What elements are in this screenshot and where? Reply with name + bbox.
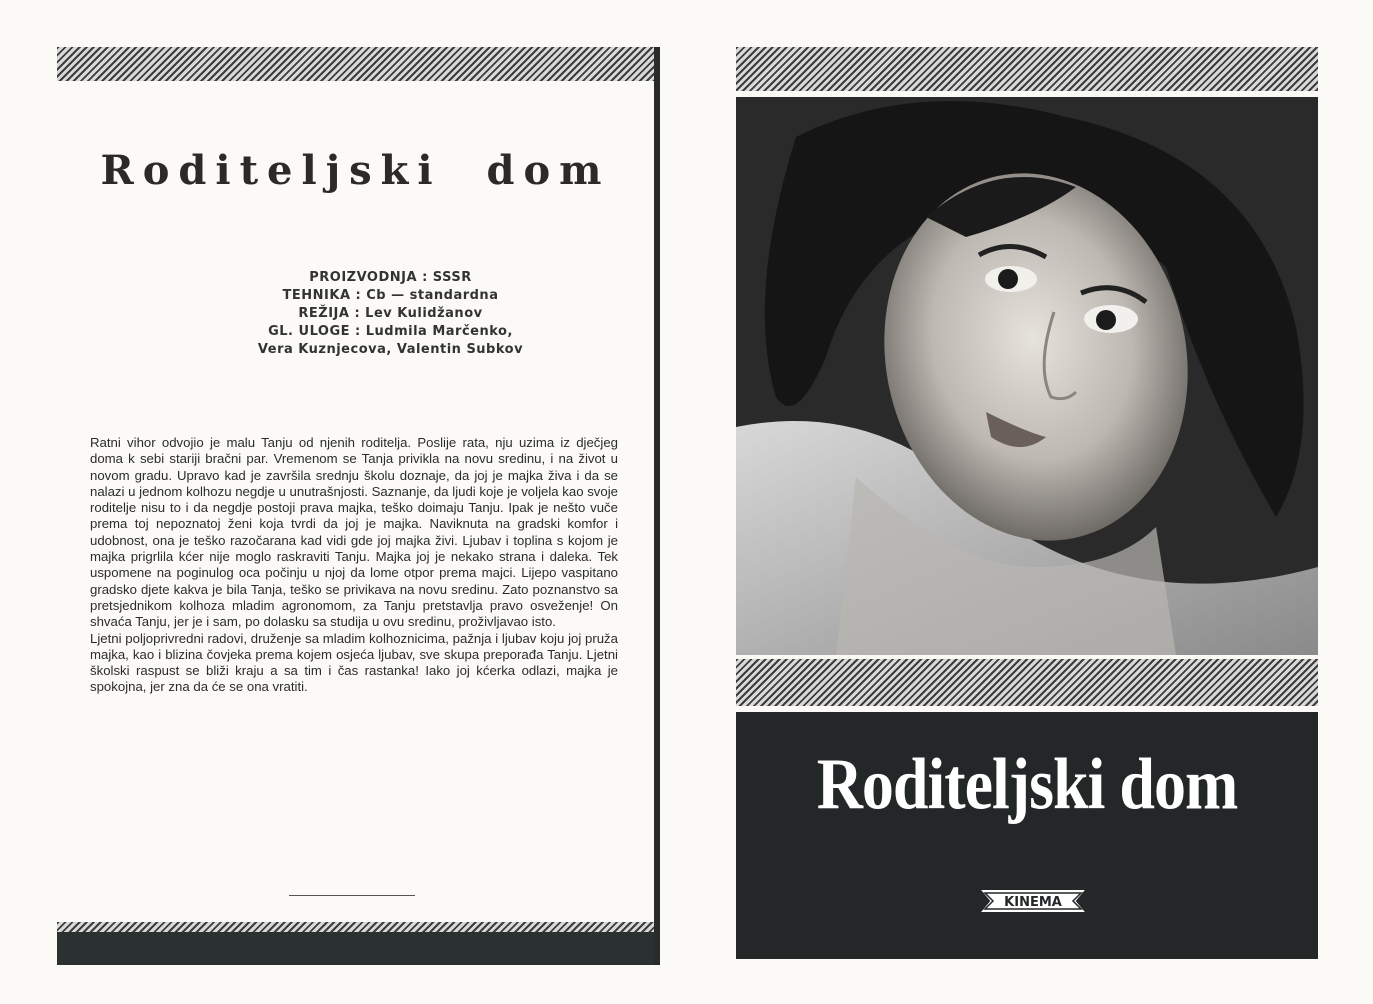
synopsis-paragraph: Ratni vihor odvojio je malu Tanju od njenih roditelja. Poslije rata, nju uzima iz dječjeg doma k sebi stariji bračni par. Vremenom se Tanja privikla na novu sredinu, i na život u novom gradu. Upravo kad je završila srednju školu doznaje, da joj je majka živa i da se nalazi u jednom kolhozu negdje u unutrašnjosti. Saznanje, da ljudi koje je voljela kao svoje roditelje nisu to i da negdje postoji prava majka, teško doimaju Tanju. Ipak je nešto vuče prema toj nepoznatoj ženi koja tvrdi da joj je majka. Naviknuta na gradski komfor i udobnost, ona je teško razočarana kad vidi gde joj majka živi. Ljubav i toplina s kojom je majka prigrlila kćer nije moglo raskraviti Tanju. Majka joj je nekako strana i daleka. Tek uspomene na poginulog oca počinju u njoj da lome otpor prema majci. Lijepo vaspitano gradsko djete kakva je bila Tanja, teško se privikava na novu sredinu. Zato poznanstvo sa pretsjednikom kolhoza mladim agronomom, za Tanju pretstavlja pravo osveženje! On shvaća Tanju, jer je i sam, po dolasku sa studija u ovu sredinu, proživljavao isto. bbox=[90, 435, 618, 630]
logo-text: KINEMA bbox=[1004, 895, 1062, 910]
divider bbox=[289, 895, 415, 896]
right-page bbox=[736, 47, 1318, 959]
synopsis-paragraph: Ljetni poljoprivredni radovi, druženje sa mladim kolhoznicima, pažnja i ljubav koju joj pruža majka, kao i blizina čovjeka prema kojem osjeća ljubav, sve skupa preporađa Tanju. Ljetni školski raspust se bliži kraju a sa tim i čas rastanka! Iako joj kćerka odlazi, majka je spokojna, jer zna da će se ona vratiti. bbox=[90, 630, 618, 695]
credits-block bbox=[57, 269, 654, 359]
middle-hatch-band bbox=[736, 659, 1318, 706]
synopsis bbox=[90, 435, 618, 696]
bottom-hatch-band bbox=[57, 922, 654, 932]
credit-line-cast-continued: Vera Kuznjecova, Valentin Subkov bbox=[257, 342, 524, 357]
top-hatch-band bbox=[57, 47, 654, 89]
film-title: Roditeljski dom bbox=[100, 147, 611, 194]
portrait-illustration bbox=[736, 97, 1318, 655]
cover-title: Roditeljski dom bbox=[816, 743, 1238, 825]
top-hatch-band bbox=[736, 47, 1318, 91]
credit-line-production: PROIZVODNJA : SSSR bbox=[309, 270, 472, 285]
kinema-logo bbox=[973, 881, 1093, 921]
credit-line-cast: GL. ULOGE : Ludmila Marčenko, bbox=[268, 324, 513, 339]
left-page bbox=[57, 47, 660, 965]
credit-line-technique: TEHNIKA : Cb — standardna bbox=[282, 288, 499, 303]
portrait-photo bbox=[736, 97, 1318, 655]
bottom-dark-bar bbox=[57, 932, 654, 965]
credit-line-director: REŽIJA : Lev Kulidžanov bbox=[298, 306, 483, 321]
